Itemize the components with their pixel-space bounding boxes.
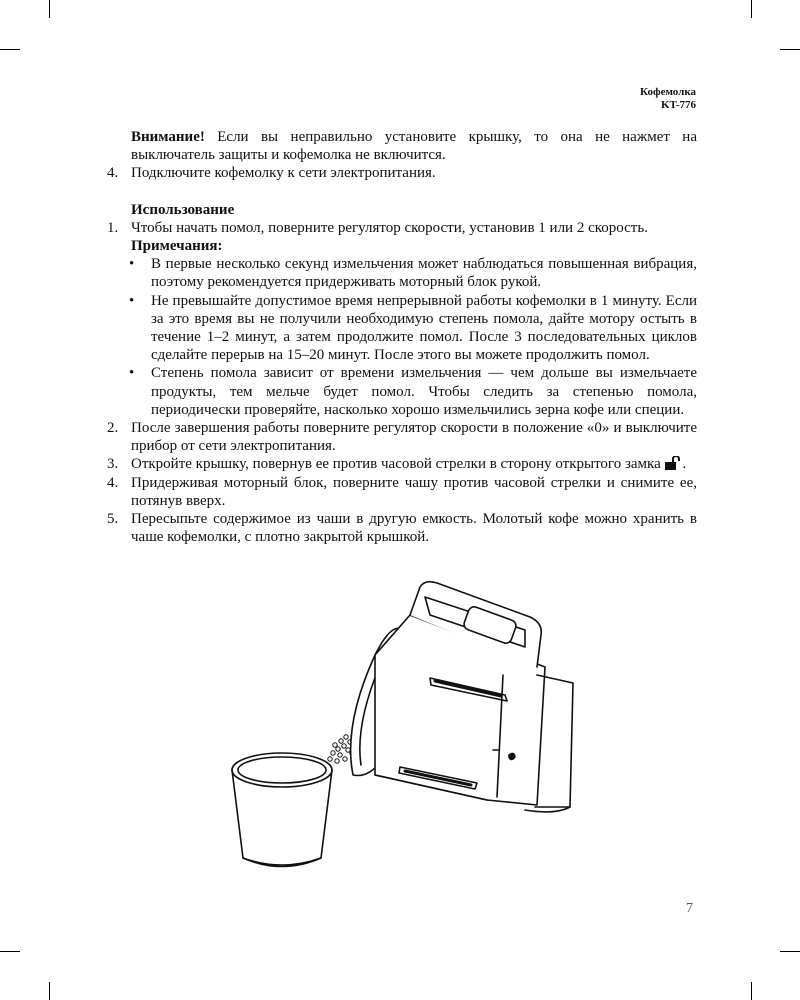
note-item xyxy=(107,364,697,419)
grinder-bowl-icon xyxy=(351,582,573,812)
usage-step-1 xyxy=(107,219,697,237)
step-text: Придерживая моторный блок, поверните чашу против часовой стрелки и снимите ее, потянув вверх. xyxy=(131,474,697,509)
open-lock-icon xyxy=(665,456,683,470)
note-text: Степень помола зависит от времени измельчения — чем дольше вы измельчаете продукты, тем мельче будет помол. Чтобы следить за степенью помола, периодически проверяйте, насколько хорошо измельчились зерна кофе или специи. xyxy=(151,365,697,418)
crop-mark xyxy=(780,951,800,952)
bullet-marker: • xyxy=(129,292,135,309)
crop-mark xyxy=(751,982,752,1000)
step-text: Пересыпьте содержимое из чаши в другую емкость. Молотый кофе можно хранить в чаше кофемолки, с плотно закрытой крышкой. xyxy=(131,511,697,546)
crop-mark xyxy=(0,49,20,50)
section-heading: Использование xyxy=(131,201,235,218)
setup-step-4 xyxy=(107,164,697,182)
step-text: Чтобы начать помол, поверните регулятор скорости, установив 1 или 2 скорость. xyxy=(131,219,648,236)
step-number: 1. xyxy=(107,219,119,236)
bullet-marker: • xyxy=(129,256,135,273)
note-text: Не превышайте допустимое время непрерывной работы кофемолки в 1 минуту. Если за это время вы не получили необходимую степень помола, дайте мотору остыть в течение 1–2 минут, а затем продолжите помол. После 3 последовательных циклов сделайте перерыв на 15–20 минут. После этого вы можете продолжить помол. xyxy=(151,292,697,364)
step-number: 5. xyxy=(107,511,119,528)
grinder-pouring-illustration xyxy=(225,575,590,875)
crop-mark xyxy=(0,951,20,952)
step-text: Откройте крышку, повернув ее против часовой стрелки в сторону открытого замка xyxy=(131,456,661,473)
page-number: 7 xyxy=(686,901,693,916)
crop-mark xyxy=(49,982,50,1000)
attention-text: Если вы неправильно установите крышку, то она не нажмет на выключатель защиты и кофемолка не включится. xyxy=(131,129,697,164)
header-product: Кофемолка xyxy=(640,86,696,98)
notes-heading: Примечания: xyxy=(131,238,223,255)
bullet-marker: • xyxy=(129,365,135,382)
usage-step-2 xyxy=(107,419,697,455)
step-text-end: . xyxy=(682,456,687,473)
step-text: Подключите кофемолку к сети электропитания. xyxy=(131,165,436,182)
attention-paragraph xyxy=(107,128,697,164)
note-item xyxy=(107,255,697,291)
header-model: KT-776 xyxy=(660,99,696,111)
step-number: 4. xyxy=(107,165,119,182)
note-item xyxy=(107,292,697,365)
step-number: 2. xyxy=(107,420,119,437)
page-body xyxy=(107,128,697,546)
crop-mark xyxy=(751,0,752,18)
usage-step-3 xyxy=(107,455,697,473)
step-number: 4. xyxy=(107,474,119,491)
attention-label: Внимание! xyxy=(131,129,205,145)
step-number: 3. xyxy=(107,456,119,473)
page-header xyxy=(640,86,696,112)
note-text: В первые несколько секунд измельчения может наблюдаться повышенная вибрация, поэтому рекомендуется придерживать моторный блок рукой. xyxy=(151,256,697,291)
usage-step-5 xyxy=(107,510,697,546)
step-text: После завершения работы поверните регулятор скорости в положение «0» и выключите прибор от сети электропитания. xyxy=(131,420,697,455)
crop-mark xyxy=(780,49,800,50)
usage-step-4 xyxy=(107,474,697,510)
crop-mark xyxy=(49,0,50,18)
cup-icon xyxy=(232,753,332,867)
